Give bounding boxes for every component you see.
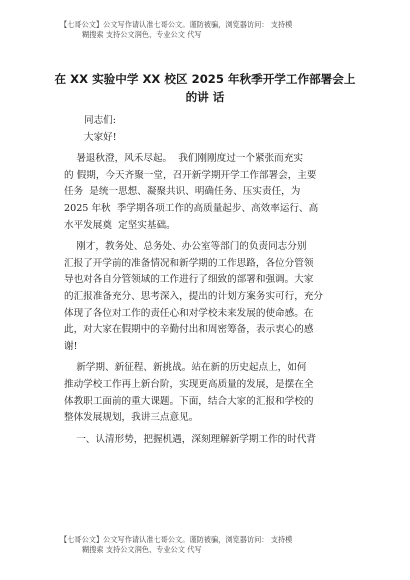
paragraph-line: 水平发展奠 定坚实基础。 (64, 219, 176, 231)
document-title (40, 70, 370, 106)
salutation (64, 113, 364, 130)
paragraph-line: 体现了各位对工作的责任心和对学校未来发展的使命感。在 (64, 307, 314, 319)
footer-banner (60, 535, 360, 555)
footer-banner-line: 【七哥公文】公文写作请认准七哥公文。谨防被骗，浏览器访问： 支持模 (60, 535, 293, 544)
paragraph-line: 体教职工面前的重大课题。下面，结合大家的汇报和学校的 (64, 395, 314, 407)
header-banner (60, 20, 360, 40)
paragraph (64, 432, 364, 449)
paragraph (64, 151, 364, 234)
paragraph (64, 360, 364, 426)
greeting (64, 130, 364, 147)
title-line: 的讲 话 (185, 90, 225, 104)
greeting-text: 大家好! (84, 131, 117, 143)
paragraph-line: 汇报了开学前的准备情况和新学期的工作思路，各位分管领 (64, 257, 314, 269)
paragraph-line: 的汇报准备充分、思考深入，提出的计划方案务实可行，充分 (64, 290, 324, 302)
title-line: 在 XX 实验中学 XX 校区 2025 年秋季开学工作部署会上 (54, 72, 356, 86)
paragraph-line: 谢! (64, 340, 78, 352)
paragraph-line: 导也对各自分管领域的工作进行了细致的部署和强调。大家 (64, 274, 314, 286)
paragraph-line: 暑退秋澄，风禾尽起。 我们刚刚度过一个紧张而充实 (64, 153, 303, 165)
paragraph-line: 整体发展规划，我讲三点意见。 (64, 412, 199, 424)
paragraph-line: 任务 是统一思想、凝聚共识、明确任务、压实责任，为 (64, 186, 301, 198)
paragraph-line: 新学期、新征程、新挑战。站在新的历史起点上，如何 (64, 362, 307, 374)
header-banner-line: 糊搜索 支持公文润色、专业公文 代写 (82, 30, 202, 39)
paragraph-line: 2025 年秋 季学期各项工作的高质量起步、高效率运行、高 (64, 202, 319, 214)
paragraph-line: 推动学校工作再上新台阶，实现更高质量的发展，是摆在全 (64, 378, 314, 390)
document-body (64, 113, 364, 448)
paragraph-line: 的 假期，今天齐聚一堂，召开新学期开学工作部署会，主要 (64, 169, 317, 181)
paragraph-line: 一、认清形势，把握机遇，深刻理解新学期工作的时代背 (64, 433, 317, 445)
paragraph (64, 239, 364, 355)
salutation-text: 同志们: (84, 115, 117, 126)
header-banner-line: 【七哥公文】公文写作请认准七哥公文。谨防被骗，浏览器访问： 支持模 (60, 20, 293, 29)
paragraph-line: 刚才，教务处、总务处、办公室等部门的负责同志分别 (64, 241, 307, 253)
footer-banner-line: 糊搜索 支持公文润色、专业公文 代写 (82, 545, 202, 554)
paragraph-line: 此，对大家在假期中的辛勤付出和周密筹备，表示衷心的感 (64, 324, 314, 336)
